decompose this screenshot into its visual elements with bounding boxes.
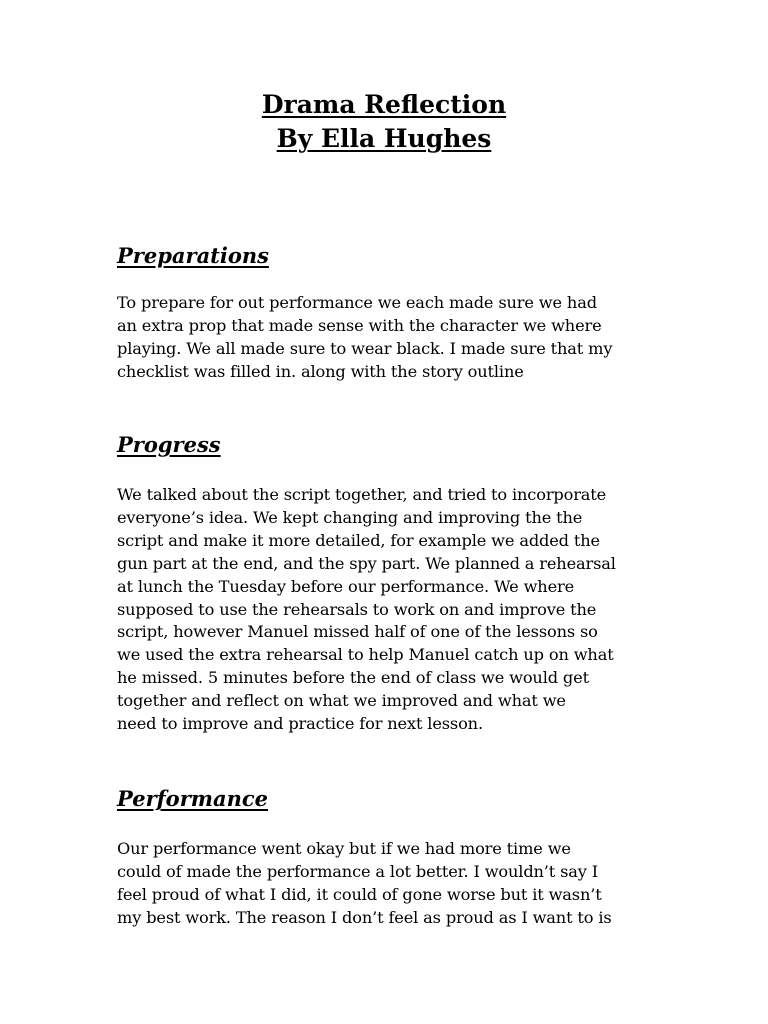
section-heading-preparations: Preparations bbox=[117, 243, 269, 268]
document-author: By Ella Hughes bbox=[276, 124, 492, 153]
paragraph-line: need to improve and practice for next lesson. bbox=[117, 714, 483, 734]
paragraph-line: To prepare for out performance we each made sure we had bbox=[117, 293, 597, 312]
section-paragraph-progress bbox=[117, 484, 657, 736]
paragraph-line: everyone’s idea. We kept changing and improving the the bbox=[117, 507, 583, 527]
paragraph-line: playing. We all made sure to wear black. I made sure that my bbox=[117, 338, 613, 358]
paragraph-line: gun part at the end, and the spy part. We planned a rehearsal bbox=[117, 553, 616, 573]
paragraph-line: supposed to use the rehearsals to work on and improve the bbox=[117, 599, 597, 619]
title-block bbox=[0, 88, 768, 156]
paragraph-line: script and make it more detailed, for example we added the bbox=[117, 530, 600, 550]
section-performance bbox=[117, 785, 657, 930]
section-paragraph-performance bbox=[117, 838, 657, 930]
section-progress bbox=[117, 431, 657, 736]
paragraph-line: feel proud of what I did, it could of gone worse but it wasn’t bbox=[117, 884, 602, 904]
section-heading-performance: Performance bbox=[117, 786, 268, 811]
paragraph-line: at lunch the Tuesday before our performance. We where bbox=[117, 576, 575, 596]
section-preparations bbox=[117, 242, 657, 384]
paragraph-line: Our performance went okay but if we had more time we bbox=[117, 839, 571, 858]
paragraph-line: we used the extra rehearsal to help Manuel catch up on what bbox=[117, 645, 614, 665]
document-title: Drama Reflection bbox=[261, 90, 507, 119]
paragraph-line: an extra prop that made sense with the character we where bbox=[117, 315, 602, 335]
paragraph-line: We talked about the script together, and tried to incorporate bbox=[117, 485, 607, 504]
paragraph-line: could of made the performance a lot better. I wouldn’t say I bbox=[117, 861, 599, 881]
paragraph-line: script, however Manuel missed half of one of the lessons so bbox=[117, 622, 598, 642]
paragraph-line: together and reflect on what we improved and what we bbox=[117, 691, 566, 711]
paragraph-line: checklist was filled in. along with the story outline bbox=[117, 361, 524, 381]
section-heading-progress: Progress bbox=[117, 432, 221, 457]
paragraph-line: my best work. The reason I don’t feel as proud as I want to is bbox=[117, 907, 612, 927]
paragraph-line: he missed. 5 minutes before the end of class we would get bbox=[117, 668, 589, 688]
section-paragraph-preparations bbox=[117, 292, 657, 384]
